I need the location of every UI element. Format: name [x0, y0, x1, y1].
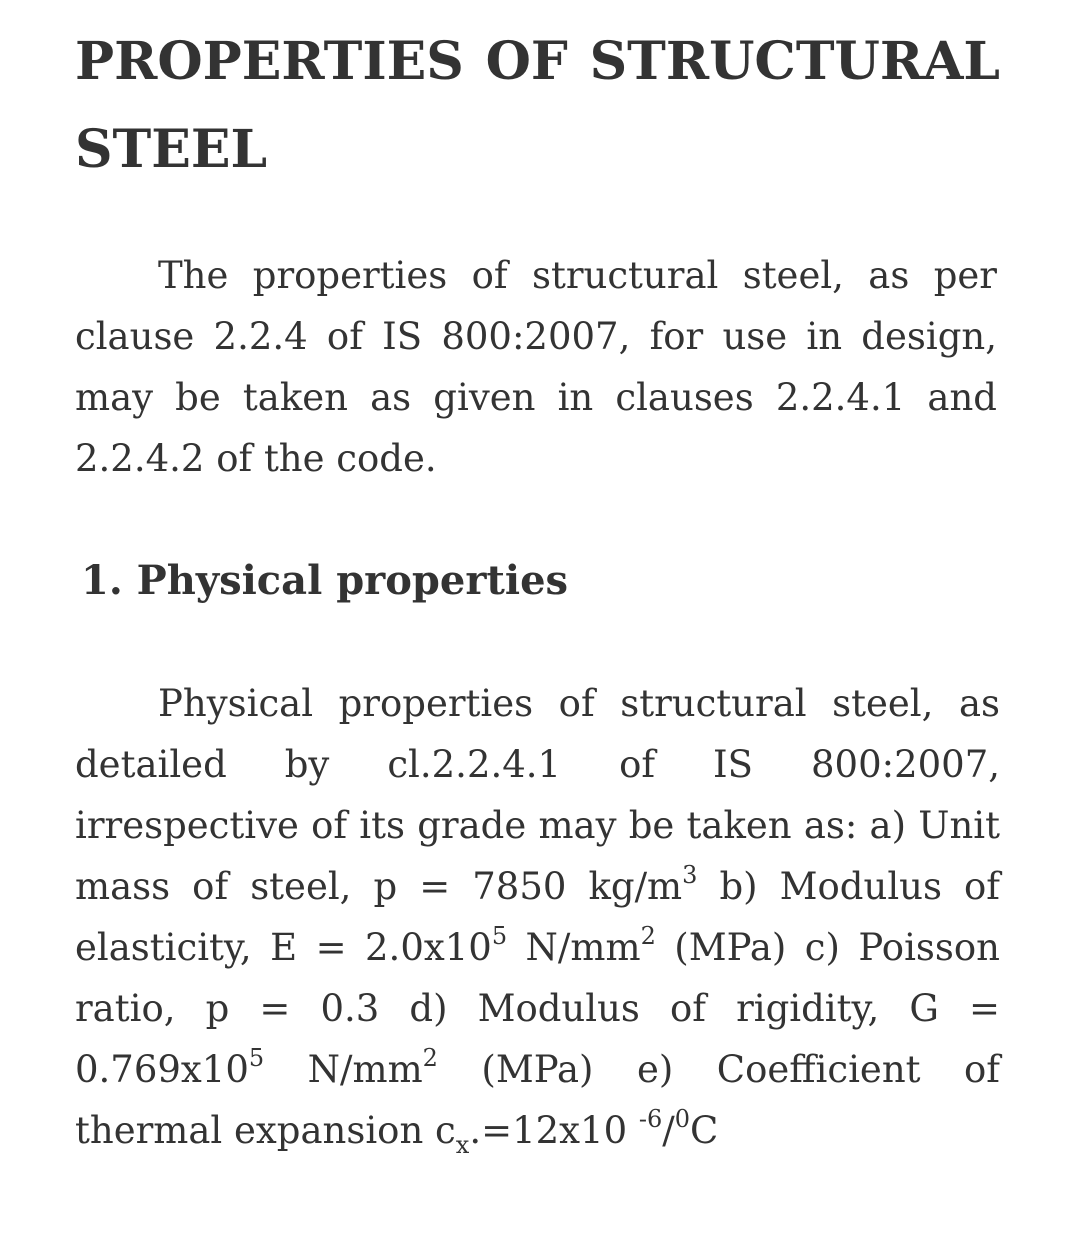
page-title — [75, 0, 1000, 194]
thermal-slash: / — [662, 1109, 675, 1152]
thermal-expansion-text: (MPa) e) Coefficient of thermal expansion c — [75, 1048, 1000, 1152]
page-title-line-1: PROPERTIES OF STRUCTURAL — [75, 31, 1000, 92]
section-heading-physical-properties: 1. Physical properties — [81, 557, 569, 604]
rigidity-unit: N/mm — [264, 1048, 423, 1091]
page-title-line-2: STEEL — [75, 119, 268, 180]
rigidity-unit-exponent: 2 — [422, 1044, 438, 1072]
rigidity-exponent: 5 — [248, 1044, 265, 1072]
modulus-elasticity-unit: N/mm — [507, 926, 641, 969]
modulus-elasticity-unit-exponent: 2 — [640, 922, 656, 950]
thermal-unit: C — [690, 1109, 719, 1152]
modulus-elasticity-exponent: 5 — [491, 922, 508, 950]
degree-symbol: 0 — [674, 1105, 691, 1133]
poisson-rigidity-text: (MPa) c) Poisson ratio, p = 0.3 d) Modulus of rigidity, G = 0.769x10 — [75, 926, 1000, 1091]
physical-properties-lead: Physical properties of structural steel, as detailed by cl.2.2.4.1 of IS 800:2007, irrespective of its grade may be taken as: a) Unit mass of steel, p = 7850 kg/m — [75, 682, 1000, 908]
intro-paragraph: The properties of structural steel, as per clause 2.2.4 of IS 800:2007, for use in design, may be taken as given in clauses 2.2.4.1 and 2.2.4.2 of the code. — [75, 254, 997, 480]
thermal-subscript: x — [455, 1131, 470, 1159]
thermal-exponent: -6 — [638, 1105, 663, 1133]
article — [75, 0, 1000, 1159]
thermal-expansion-value: .=12x10 — [469, 1109, 639, 1152]
modulus-elasticity-text: b) Modulus of elasticity, E = 2.0x10 — [75, 865, 1000, 969]
physical-properties-paragraph — [75, 673, 1000, 1161]
unit-mass-exponent: 3 — [682, 861, 698, 889]
